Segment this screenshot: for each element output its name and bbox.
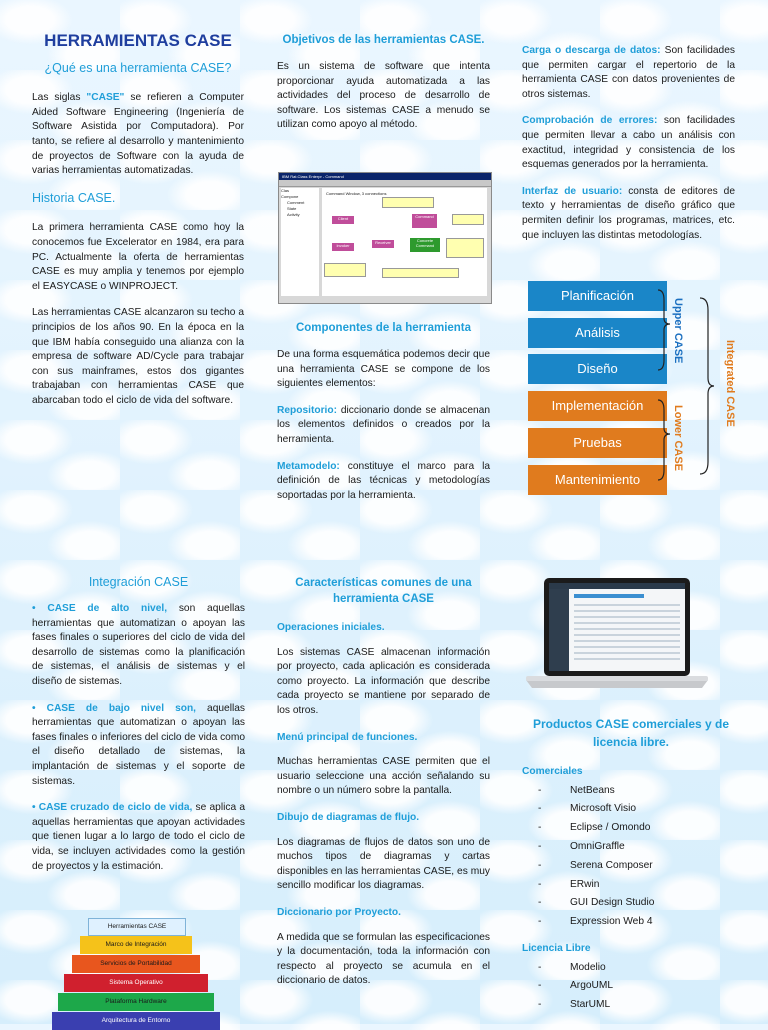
section-title-objetivos: Objetivos de las herramientas CASE. xyxy=(282,34,485,46)
diagram-box xyxy=(324,263,366,277)
screenshot-toolbar xyxy=(279,180,491,187)
list-item: - Eclipse / Omondo xyxy=(538,822,651,834)
paragraph-historia-2: Las herramientas CASE alcanzaron su techo a principios de los años 90. En la época en la que IBM había conseguido una alianza con la empresa de software AD/Cycle para trabajar con sus mainframes, estos dos gigantes trabajaban con herramientas CASE que abarcaban todo el ciclo de vida del software. xyxy=(32,307,244,406)
panel-integracion xyxy=(32,574,245,886)
paragraph-operaciones: Los sistemas CASE almacenan información por proyecto, cada aplicación es considerada como proyecto. La información que describe cada proyecto se mantiene por separado de los otros. xyxy=(277,646,490,716)
paragraph-cruzado: • CASE cruzado de ciclo de vida, se aplica a aquellas herramientas que apoyan actividades que tienen lugar a lo largo de todo el ciclo de vida, se incluyen actividades como la gestión de proyectos y la estimación. xyxy=(32,802,245,872)
stair-servicios-portabilidad: Servicios de Portabilidad xyxy=(72,955,200,973)
list-licencia-libre xyxy=(522,959,740,1015)
phase-implementacion: Implementación xyxy=(528,391,667,421)
heading-menu: Menú principal de funciones. xyxy=(277,731,418,743)
screenshot-canvas: Command Window, 3 connections Client Command Receiver Concrete Command Invoker xyxy=(322,188,487,296)
panel-elementos xyxy=(522,44,735,255)
panel-productos xyxy=(522,715,740,1025)
diagram-box xyxy=(446,238,484,258)
paragraph-diagramas: Los diagramas de flujos de datos son uno de muchos tipos de diagramas y cartas disponibles en las herramientas CASE, es muy sencillo modificar los diagramas. xyxy=(277,836,490,892)
panel-componentes xyxy=(277,320,490,515)
panel-caracteristicas xyxy=(277,575,490,1001)
paragraph-historia-1: La primera herramienta CASE como hoy la conocemos fue Excelerator en 1984, era para PC. Actualmente la oferta de herramientas CASE es muy amplia y tenemos por ejemplo el EASYCASE o WINPROJECT. xyxy=(32,222,244,292)
section-title-caracteristicas: Características comunes de una herramienta CASE xyxy=(295,577,472,605)
label-lower-case: Lower CASE xyxy=(672,405,684,472)
heading-comerciales: Comerciales xyxy=(522,766,583,777)
heading-diccionario: Diccionario por Proyecto. xyxy=(277,906,401,918)
phase-mantenimiento: Mantenimiento xyxy=(528,465,667,495)
list-item: - StarUML xyxy=(538,999,611,1011)
section-title-que-es: ¿Qué es una herramienta CASE? xyxy=(44,60,232,75)
list-item: - ERwin xyxy=(538,878,600,890)
diagram-box xyxy=(382,197,434,208)
main-title: HERRAMIENTAS CASE xyxy=(44,31,232,50)
list-item: - Expression Web 4 xyxy=(538,916,653,928)
diagram-box: Receiver xyxy=(372,240,394,248)
panel-objetivos xyxy=(277,32,490,145)
section-title-integracion: Integración CASE xyxy=(88,575,189,589)
paragraph-repositorio: Repositorio: diccionario donde se almacenan los elementos definidos o creados por la herramienta. xyxy=(277,404,490,445)
diagram-box: Invoker xyxy=(332,243,354,251)
list-item: - Microsoft Visio xyxy=(538,803,637,815)
list-item: - OmniGraffle xyxy=(538,840,625,852)
paragraph-menu: Muchas herramientas CASE permiten que el usuario seleccione una acción señalando su nombre o un número sobre la pantalla. xyxy=(277,756,490,797)
phase-analisis: Análisis xyxy=(528,318,667,348)
paragraph-carga: Carga o descarga de datos: Son facilidades que permiten cargar el repertorio de la herramienta CASE con datos provenientes de otros sistemas. xyxy=(522,45,735,100)
stair-marco-integracion: Marco de Integración xyxy=(80,936,192,954)
list-item: - Serena Composer xyxy=(538,859,653,871)
screenshot-tree: Clas Compone Comment State Activity xyxy=(281,188,319,296)
paragraph-metamodelo: Metamodelo: constituye el marco para la definición de las técnicas y metodologías soportadas por la herramienta. xyxy=(277,460,490,501)
heading-licencia-libre: Licencia Libre xyxy=(522,942,591,954)
phase-diseno: Diseño xyxy=(528,354,667,384)
paragraph-componentes: De una forma esquemática podemos decir que una herramienta CASE se compone de los siguientes elementos: xyxy=(277,349,490,390)
list-comerciales xyxy=(522,782,740,932)
diagram-box xyxy=(382,268,459,278)
phase-pruebas: Pruebas xyxy=(528,428,667,458)
paragraph-objetivos: Es un sistema de software que intenta proporcionar ayuda automatizada a las actividades del proceso de desarrollo de software. Los sistemas CASE a menudo se utilizan como apoyo al método. xyxy=(277,61,490,131)
label-integrated-case: Integrated CASE xyxy=(724,340,736,427)
diagram-box: Client xyxy=(332,216,354,224)
laptop-image xyxy=(522,574,712,704)
label-upper-case: Upper CASE xyxy=(672,298,684,364)
list-item: - ArgoUML xyxy=(538,980,614,992)
diagram-box: Command xyxy=(412,214,437,228)
list-item: - Modelio xyxy=(538,961,606,973)
diagram-box: Concrete Command xyxy=(410,238,440,252)
stair-sistema-operativo: Sistema Operativo xyxy=(64,974,208,992)
paragraph-interfaz: Interfaz de usuario: consta de editores de texto y herramientas de diseño gráfico que permiten definir los programas, matrices, etc. que incluyen las distintas metodologías. xyxy=(522,185,735,241)
paragraph-bajo-nivel: • CASE de bajo nivel son, aquellas herramientas que automatizan o apoyan las fases finales o inferiores del ciclo de vida como el diseño detallado de sistemas, la implantación de sistemas y el soporte de sistemas. xyxy=(32,702,245,787)
heading-diagramas: Dibujo de diagramas de flujo. xyxy=(277,811,420,823)
paragraph-diccionario: A medida que se formulan las especificaciones y la documentación, toda la información con respecto al proyecto se acumula en el diccionario de datos. xyxy=(277,931,490,987)
heading-operaciones: Operaciones iniciales. xyxy=(277,622,385,633)
panel-que-es xyxy=(32,31,244,420)
section-title-historia: Historia CASE. xyxy=(32,190,116,205)
stair-arquitectura-entorno: Arquitectura de Entorno xyxy=(52,1012,220,1030)
section-title-componentes: Componentes de la herramienta xyxy=(295,322,472,334)
phase-braces xyxy=(650,280,730,500)
list-item: - GUI Design Studio xyxy=(538,897,655,909)
stair-herramientas-case: Herramientas CASE xyxy=(88,918,186,936)
paragraph-comprobacion: Comprobación de errores: son facilidades que permiten llevar a cabo un análisis con exactitud, integridad y consistencia de los esquemas generados por la herramienta. xyxy=(522,115,735,171)
section-title-productos: Productos CASE comerciales y de licencia libre. xyxy=(532,717,730,749)
stair-plataforma-hardware: Plataforma Hardware xyxy=(58,993,214,1011)
diagram-box xyxy=(452,214,484,225)
paragraph-alto-nivel: • CASE de alto nivel, son aquellas herramientas que automatizan o apoyan las fases finales o superiores del ciclo de vida del desarrollo de sistemas como la planificación de sistemas, el análisis de sistemas y el diseño de sistemas. xyxy=(32,603,245,687)
list-item: - NetBeans xyxy=(538,784,615,796)
paragraph-definition: Las siglas "CASE" se refieren a Computer Aided Software Engineering (Ingeniería de Software Asistida por Computadora). Por tanto, se refiere al desarrollo y mantenimiento de proyectos de Software con la ayuda de varias herramientas automatizadas. xyxy=(32,92,244,177)
case-tool-screenshot xyxy=(278,172,492,304)
phase-planificacion: Planificación xyxy=(528,281,667,311)
screenshot-titlebar: IBM Rat.Class Enterpr - Command xyxy=(279,173,491,180)
